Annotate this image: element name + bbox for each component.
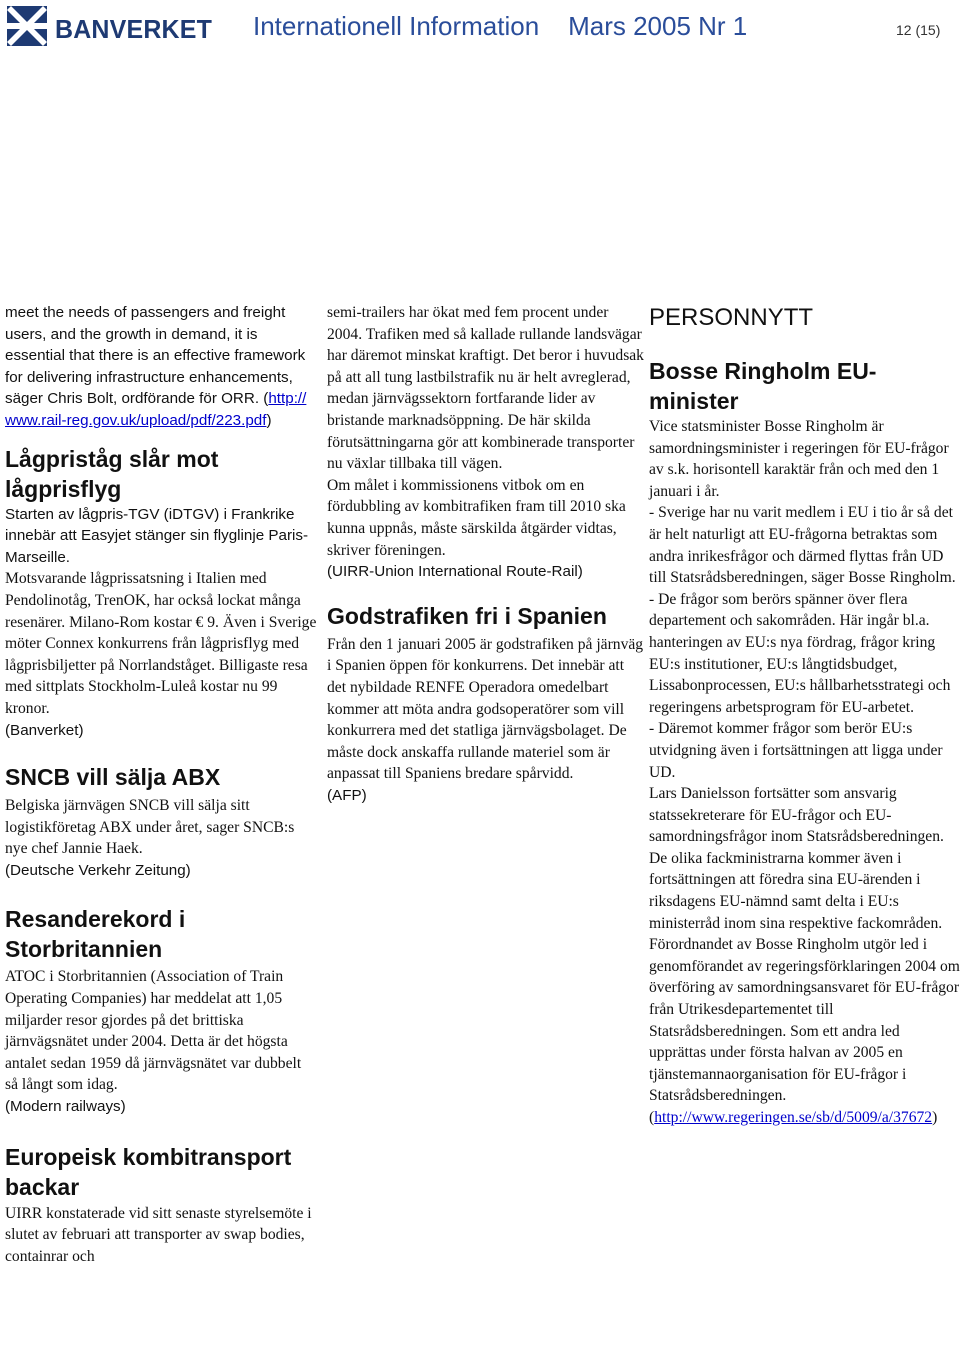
- article-heading-ringholm: Bosse Ringholm EU-minister: [649, 358, 877, 414]
- article-heading-lagpristag: Lågpriståg slår mot lågprisflyg: [5, 445, 219, 502]
- article-paragraph: Lars Danielsson fortsätter som ansvarig statssekreterare för EU-frågor och EU-samordningsfrågor inom Statsrådsberedningen. De olika fackministrarna kommer även i fortsättningen att föredra sina EU-ärenden i riksdagens EU-nämnd samt delta i EU:s ministerråd inom sina respektive fackområden.: [649, 785, 944, 932]
- flag-icon: [7, 6, 47, 46]
- page-header: [0, 0, 960, 56]
- article-paragraph: Vice statsminister Bosse Ringholm är samordningsminister i regeringen för EU-frågor av s.k. horisontell karaktär från och med den 1 januari i år.: [649, 418, 949, 500]
- link-open: (: [649, 1109, 655, 1126]
- publication-title: [253, 11, 747, 42]
- article-paragraph: Förordnandet av Bosse Ringholm utgör led i genomförandet av regeringsförklaringen 2004 om överföring av samordningsansvaret för EU-frågor från Utrikesdepartementet till Statsrådsberedningen. Som ett andra led upprättas under första halvan av 2005 en tjänstemannaorganisation för EU-frågor i Statsrådsberedningen.: [649, 936, 960, 1105]
- article-source: (Modern railways): [5, 1098, 126, 1116]
- article-source: (Deutsche Verkehr Zeitung): [5, 861, 191, 879]
- column-2: [327, 302, 645, 806]
- column-3: [649, 302, 960, 1129]
- article-source: (Banverket): [5, 721, 84, 739]
- banverket-logo: [7, 6, 217, 50]
- column-1: [5, 302, 317, 1267]
- regeringen-link[interactable]: http://www.regeringen.se/sb/d/5009/a/37672: [654, 1109, 933, 1126]
- article-paragraph: - De frågor som berörs spänner över flera departement och sakområden. Här ingår bl.a. hanteringen av EU:s nya fördrag, frågor kring EU:s institutioner, EU:s långtidsbudget, Lissabonprocessen, EU:s hållbarhetsstrategi och regeringens arbetsprogram för EU-arbetet.: [649, 590, 951, 716]
- intro-paragraph: [5, 302, 317, 432]
- issue-label: Mars 2005 Nr 1: [568, 11, 748, 41]
- article-heading-resanderekord: Resanderekord i Storbritannien: [5, 906, 186, 963]
- intro-text: meet the needs of passengers and freight users, and the growth in demand, it is essential that there is an effective framework for delivering infrastructure enhancements, säger Chris Bolt, ordförande för ORR. (: [5, 304, 306, 408]
- page-number: 12 (15): [896, 22, 941, 38]
- intro-end: ): [266, 411, 272, 429]
- article-paragraph: - Sverige har nu varit medlem i EU i tio år så det är helt naturligt att EU-frågorna betraktas som andra inrikesfrågor och därmed flyttas från UD till Statsrådsberedningen, säger Bosse Ringholm.: [649, 504, 956, 587]
- article-paragraph: Starten av lågpris-TGV (iDTGV) i Frankrike innebär att Easyjet stänger sin flyglinje Paris-Marseille.: [5, 505, 309, 566]
- article-source: (UIRR-Union International Route-Rail): [327, 563, 583, 581]
- article-heading-kombitransport: Europeisk kombitransport backar: [5, 1143, 292, 1200]
- logo-text: BANVERKET: [55, 14, 213, 44]
- article-paragraph: - Däremot kommer frågor som berör EU:s utvidgning även i fortsättningen att ligga under UD.: [649, 720, 943, 781]
- link-close: ): [932, 1109, 938, 1126]
- publication-name: Internationell Information: [253, 11, 540, 41]
- article-paragraph: ATOC i Storbritannien (Association of Train Operating Companies) har meddelat att 1,05 miljarder resor gjordes på det brittiska järnvägsnätet under 2004. Detta är det högsta antalet sedan 1959 då järnvägsnätet var dubbelt så långt som idag.: [5, 968, 302, 1094]
- article-source: (AFP): [327, 786, 367, 804]
- article-heading-godstrafiken: Godstrafiken fri i Spanien: [327, 602, 607, 629]
- link-paragraph: [649, 1107, 960, 1129]
- article-paragraph: Från den 1 januari 2005 är godstrafiken på järnväg i Spanien öppen för konkurrens. Det innebär att det nybildade RENFE Operadora omedelbart kommer att möta andra godsoperatörer som vill konkurrera med det statliga järnvägsbolaget. De måste dock anskaffa rullande materiel som är anpassat till Spaniens bredare spårvidd.: [327, 635, 644, 783]
- article-paragraph: semi-trailers har ökat med fem procent under 2004. Trafiken med så kallade rullande landsvägar har däremot minskat kraftigt. Det beror i huvudsak på att all tung lastbilstrafik nu är helt avreglerad, medan järnvägssektorn fortfarande lider av bristande marknadsöppning. De här skilda förutsättningarna gör att kombinerade transporter nu växlar tillbaka till vägen.: [327, 304, 644, 473]
- article-paragraph: Belgiska järnvägen SNCB vill sälja sitt logistikföretag ABX under året, sager SNCB:s nye chef Jannie Haek.: [5, 797, 295, 858]
- orr-link[interactable]: http://www.rail-reg.gov.uk/upload/pdf/223.pdf: [5, 390, 307, 429]
- article-paragraph: UIRR konstaterade vid sitt senaste styrelsemöte i slutet av februari att transporter av swap bodies, containrar och: [5, 1204, 312, 1265]
- article-paragraph: Motsvarande lågprissatsning i Italien med Pendolinotåg, TrenOK, har också lockat många resenärer. Milano-Rom kostar € 9. Även i Sverige möter Connex konkurrens från lågprisflyg med lågprisbiljetter på Norrlandståget. Billigaste resa med sittplats Stockholm-Luleå kostar nu 99 kronor.: [5, 570, 317, 717]
- article-paragraph: Om målet i kommissionens vitbok om en fördubbling av kombitrafiken fram till 2010 ska kunna uppnås, måste särskilda åtgärder vidtas, skriver föreningen.: [327, 476, 626, 559]
- section-heading-personnytt: PERSONNYTT: [649, 304, 814, 331]
- article-heading-sncb: SNCB vill sälja ABX: [5, 764, 221, 791]
